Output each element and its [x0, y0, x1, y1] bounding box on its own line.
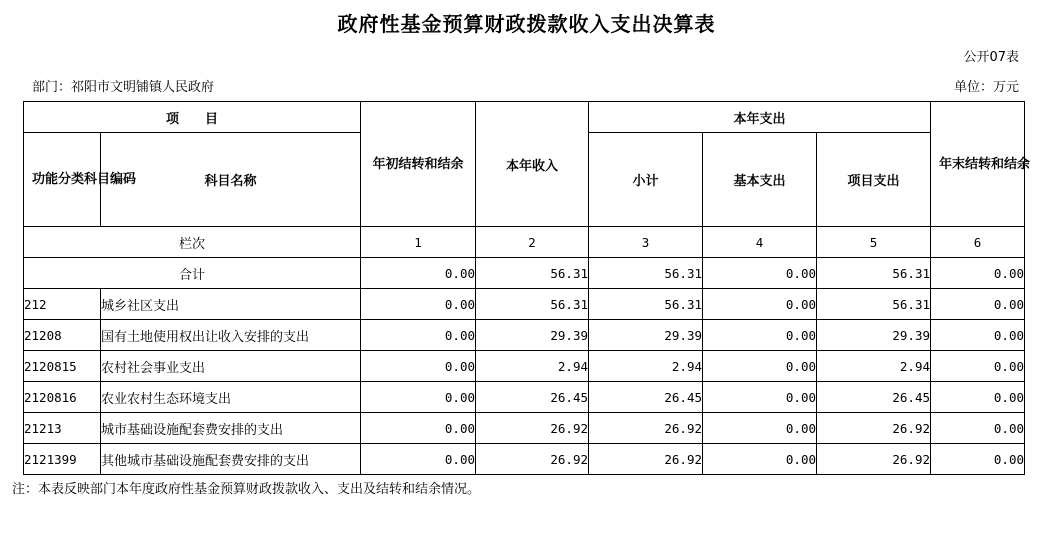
header-year-income: 本年收入	[476, 102, 589, 227]
total-row	[24, 258, 1025, 289]
column-number: 5	[817, 227, 931, 258]
row-code: 2121399	[24, 444, 101, 475]
row-value: 56.31	[817, 289, 931, 320]
total-value: 0.00	[361, 258, 476, 289]
header-item: 项 目	[24, 102, 361, 133]
department-label: 部门：祁阳市文明铺镇人民政府	[32, 80, 215, 95]
total-label: 合计	[24, 258, 361, 289]
row-value: 0.00	[361, 289, 476, 320]
header-subject-name: 科目名称	[101, 133, 361, 227]
row-name: 城市基础设施配套费安排的支出	[101, 413, 361, 444]
total-value: 56.31	[817, 258, 931, 289]
page-title: 政府性基金预算财政拨款收入支出决算表	[337, 12, 716, 36]
row-value: 0.00	[703, 444, 817, 475]
row-code: 212	[24, 289, 101, 320]
unit-label: 单位：万元	[953, 80, 1019, 95]
row-value: 0.00	[361, 413, 476, 444]
row-name: 城乡社区支出	[101, 289, 361, 320]
table-row	[24, 444, 1025, 475]
row-value: 0.00	[703, 351, 817, 382]
row-value: 0.00	[931, 413, 1025, 444]
row-name: 农村社会事业支出	[101, 351, 361, 382]
row-value: 2.94	[817, 351, 931, 382]
column-number: 2	[476, 227, 589, 258]
row-value: 29.39	[817, 320, 931, 351]
column-number-row	[24, 227, 1025, 258]
column-number: 6	[931, 227, 1025, 258]
row-value: 0.00	[931, 382, 1025, 413]
row-code: 21208	[24, 320, 101, 351]
table-row	[24, 382, 1025, 413]
form-number: 公开07表	[963, 50, 1019, 65]
row-value: 0.00	[361, 382, 476, 413]
row-value: 26.92	[476, 444, 589, 475]
row-value: 26.45	[476, 382, 589, 413]
row-value: 26.92	[476, 413, 589, 444]
row-value: 26.45	[817, 382, 931, 413]
row-value: 0.00	[703, 320, 817, 351]
row-value: 0.00	[931, 351, 1025, 382]
row-value: 56.31	[476, 289, 589, 320]
header-subtotal: 小计	[589, 133, 703, 227]
row-value: 2.94	[476, 351, 589, 382]
row-name: 其他城市基础设施配套费安排的支出	[101, 444, 361, 475]
column-number: 1	[361, 227, 476, 258]
row-value: 0.00	[361, 444, 476, 475]
row-value: 0.00	[361, 320, 476, 351]
total-value: 56.31	[589, 258, 703, 289]
row-name: 国有土地使用权出让收入安排的支出	[101, 320, 361, 351]
row-value: 0.00	[931, 320, 1025, 351]
header-begin-balance: 年初结转和结余	[361, 102, 476, 227]
row-value: 26.92	[817, 413, 931, 444]
column-number: 3	[589, 227, 703, 258]
row-value: 0.00	[703, 382, 817, 413]
table-row	[24, 351, 1025, 382]
row-value: 26.45	[589, 382, 703, 413]
row-name: 农业农村生态环境支出	[101, 382, 361, 413]
row-value: 29.39	[476, 320, 589, 351]
row-value: 2.94	[589, 351, 703, 382]
row-value: 0.00	[703, 289, 817, 320]
total-value: 0.00	[931, 258, 1025, 289]
row-value: 0.00	[931, 444, 1025, 475]
row-value: 26.92	[817, 444, 931, 475]
budget-table	[23, 101, 1031, 475]
row-code: 2120816	[24, 382, 101, 413]
row-value: 26.92	[589, 444, 703, 475]
header-year-expense: 本年支出	[589, 102, 931, 133]
column-number-label: 栏次	[24, 227, 361, 258]
table-row	[24, 320, 1025, 351]
row-value: 0.00	[361, 351, 476, 382]
table-row	[24, 289, 1025, 320]
total-value: 56.31	[476, 258, 589, 289]
header-func-code: 功能分类科目编码	[24, 133, 101, 227]
column-number: 4	[703, 227, 817, 258]
header-project-expense: 项目支出	[817, 133, 931, 227]
row-value: 0.00	[931, 289, 1025, 320]
row-value: 29.39	[589, 320, 703, 351]
row-code: 21213	[24, 413, 101, 444]
total-value: 0.00	[703, 258, 817, 289]
row-code: 2120815	[24, 351, 101, 382]
footnote: 注：本表反映部门本年度政府性基金预算财政拨款收入、支出及结转和结余情况。	[12, 482, 481, 497]
header-basic-expense: 基本支出	[703, 133, 817, 227]
header-end-balance: 年末结转和结余	[931, 102, 1025, 227]
row-value: 0.00	[703, 413, 817, 444]
row-value: 26.92	[589, 413, 703, 444]
row-value: 56.31	[589, 289, 703, 320]
table-row	[24, 413, 1025, 444]
